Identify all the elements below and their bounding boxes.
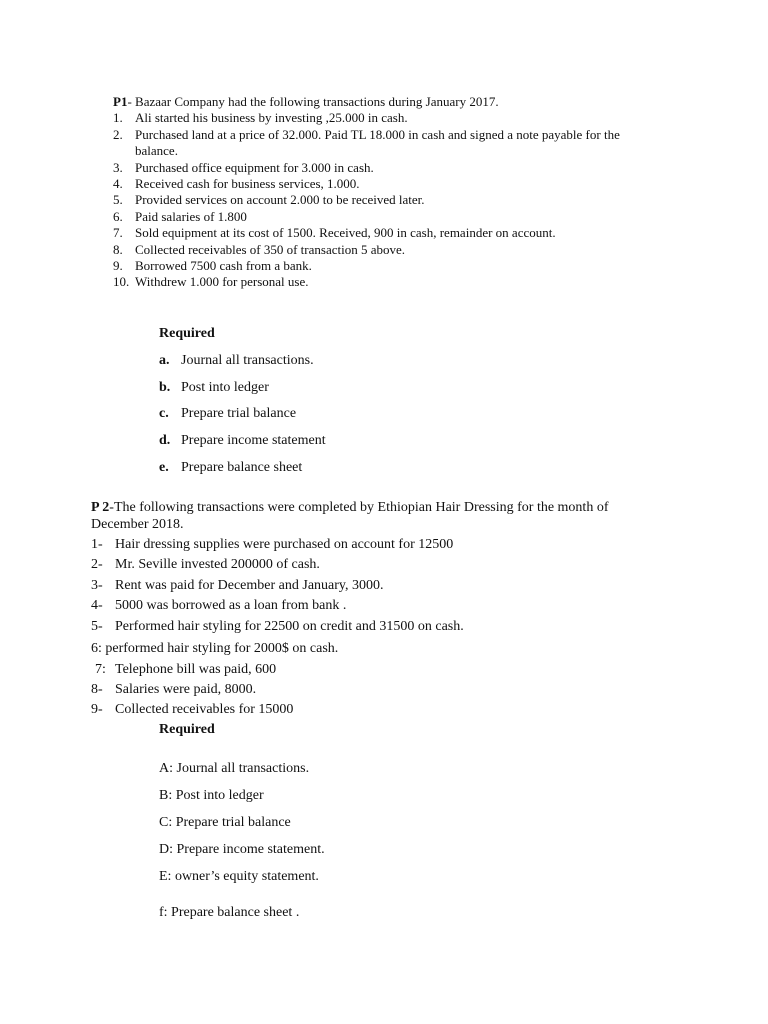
list-item — [91, 641, 338, 657]
list-item — [113, 258, 312, 274]
item-text: Salaries were paid, 8000. — [115, 682, 257, 697]
item-number: 8- — [91, 682, 103, 697]
list-item — [113, 160, 374, 176]
list-item — [91, 702, 294, 718]
list-item — [159, 406, 297, 422]
item-number: 10. — [113, 274, 130, 289]
item-text: Journal all transactions. — [181, 353, 314, 368]
list-item — [159, 433, 326, 449]
list-item — [113, 176, 360, 192]
list-item: B: Post into ledger — [159, 788, 264, 803]
item-number: 4- — [91, 598, 103, 613]
list-item: f: Prepare balance sheet . — [159, 905, 300, 920]
item-number: 3- — [91, 578, 103, 593]
item-text: Sold equipment at its cost of 1500. Received, 900 in cash, remainder on account. — [135, 225, 556, 240]
list-item: A: Journal all transactions. — [159, 761, 310, 776]
item-number: 6: — [91, 641, 102, 656]
list-item — [95, 662, 277, 678]
p2-required-title: Required — [159, 722, 215, 737]
item-text: Prepare income statement — [181, 433, 326, 448]
p1-required-title: Required — [159, 326, 215, 341]
item-text: performed hair styling for 2000$ on cash. — [105, 641, 339, 656]
list-item — [91, 598, 347, 614]
item-letter: e. — [159, 460, 169, 475]
item-text: Mr. Seville invested 200000 of cash. — [115, 557, 320, 572]
p1-heading-text: - Bazaar Company had the following transactions during January 2017. — [127, 94, 499, 109]
item-text: Telephone bill was paid, 600 — [115, 662, 277, 677]
item-number: 6. — [113, 209, 123, 224]
item-number: 9. — [113, 258, 123, 273]
p1-label: P1 — [113, 94, 128, 109]
list-item — [113, 209, 247, 225]
list-item: E: owner’s equity statement. — [159, 869, 319, 884]
item-text: Rent was paid for December and January, 3000. — [115, 578, 384, 593]
item-text: Paid salaries of 1.800 — [135, 209, 247, 224]
list-item — [91, 619, 464, 635]
item-number: 8. — [113, 242, 123, 257]
list-item — [159, 460, 303, 476]
item-number: 3. — [113, 160, 123, 175]
list-item — [91, 537, 454, 553]
list-item — [113, 127, 620, 143]
p2-label: P 2 — [91, 500, 110, 515]
item-text: Provided services on account 2.000 to be received later. — [135, 192, 425, 207]
item-letter: d. — [159, 433, 171, 448]
item-number: 4. — [113, 176, 123, 191]
item-letter: a. — [159, 353, 170, 368]
item-text: Performed hair styling for 22500 on credit and 31500 on cash. — [115, 619, 464, 634]
item-text: Prepare balance sheet — [181, 460, 303, 475]
p2-heading-line2: December 2018. — [91, 517, 184, 532]
item-number: 1- — [91, 537, 103, 552]
item-number: 1. — [113, 110, 123, 125]
item-text: Withdrew 1.000 for personal use. — [135, 274, 309, 289]
item-text: Post into ledger — [181, 380, 269, 395]
item-text: Borrowed 7500 cash from a bank. — [135, 258, 312, 273]
item-number: 5. — [113, 192, 123, 207]
p1-heading — [113, 94, 499, 110]
item-text: Collected receivables of 350 of transaction 5 above. — [135, 242, 406, 257]
list-item — [159, 353, 314, 369]
item-text: Ali started his business by investing ,25.000 in cash. — [135, 110, 408, 125]
list-item — [113, 274, 309, 290]
list-item — [113, 225, 556, 241]
item-number: 2. — [113, 127, 123, 142]
list-item: D: Prepare income statement. — [159, 842, 325, 857]
item-text: Collected receivables for 15000 — [115, 702, 294, 717]
list-item — [91, 578, 384, 594]
p2-heading — [91, 500, 608, 516]
item-text: Purchased land at a price of 32.000. Paid TL 18.000 in cash and signed a note payable for the — [135, 127, 620, 142]
item-text: Hair dressing supplies were purchased on account for 12500 — [115, 537, 454, 552]
list-item — [113, 110, 408, 126]
list-item — [113, 192, 425, 208]
list-item — [159, 380, 269, 396]
list-item — [91, 557, 320, 573]
item-number: 2- — [91, 557, 103, 572]
item-text: Prepare trial balance — [181, 406, 297, 421]
item-number: 7: — [95, 662, 106, 677]
list-item: C: Prepare trial balance — [159, 815, 291, 830]
item-letter: b. — [159, 380, 171, 395]
item-text: Purchased office equipment for 3.000 in cash. — [135, 160, 374, 175]
item-text: balance. — [135, 143, 178, 158]
item-text: Received cash for business services, 1.000. — [135, 176, 360, 191]
item-number: 7. — [113, 225, 123, 240]
list-item — [113, 242, 406, 258]
list-item — [91, 682, 257, 698]
item-number: 9- — [91, 702, 103, 717]
item-number: 5- — [91, 619, 103, 634]
item-text: 5000 was borrowed as a loan from bank . — [115, 598, 347, 613]
p2-heading-text: -The following transactions were completed by Ethiopian Hair Dressing for the month of — [109, 500, 609, 515]
item-letter: c. — [159, 406, 169, 421]
